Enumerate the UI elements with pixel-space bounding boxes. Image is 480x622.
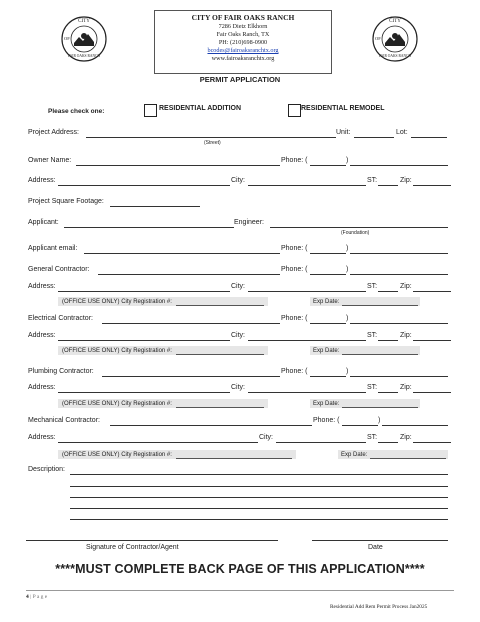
footer-divider	[26, 590, 454, 591]
description-line-4[interactable]	[70, 508, 448, 509]
applicant-label: Applicant:	[28, 219, 59, 226]
mc-office-use-label: (OFFICE USE ONLY) City Registration #:	[62, 452, 172, 458]
mc-address-label: Address:	[28, 434, 56, 441]
residential-addition-label: RESIDENTIAL ADDITION	[159, 105, 242, 112]
city-name: CITY OF FAIR OAKS RANCH	[191, 13, 295, 22]
mc-phone-area[interactable]	[342, 425, 378, 426]
mc-zip-field[interactable]	[413, 442, 451, 443]
owner-city-field[interactable]	[248, 185, 366, 186]
mc-city-field[interactable]	[276, 442, 366, 443]
gc-zip-field[interactable]	[413, 291, 451, 292]
applicant-email-label: Applicant email:	[28, 245, 78, 252]
pc-phone-field[interactable]	[350, 376, 448, 377]
pc-zip-field[interactable]	[413, 392, 451, 393]
city-header-box	[154, 10, 332, 74]
ec-st-label: ST:	[367, 332, 378, 339]
applicant-phone-area[interactable]	[310, 253, 346, 254]
owner-name-field[interactable]	[76, 165, 280, 166]
ec-exp-date-label: Exp Date:	[313, 348, 340, 354]
pc-address-field[interactable]	[58, 392, 230, 393]
square-footage-label: Project Square Footage:	[28, 198, 104, 205]
check-prompt: Please check one:	[48, 108, 105, 115]
pc-zip-label: Zip:	[400, 384, 412, 391]
mc-city-label: City:	[259, 434, 273, 441]
date-field[interactable]	[312, 540, 448, 541]
back-page-notice: ****MUST COMPLETE BACK PAGE OF THIS APPLICATION****	[55, 562, 425, 576]
general-contractor-field[interactable]	[98, 274, 280, 275]
gc-exp-date-label: Exp Date:	[313, 299, 340, 305]
gc-phone-field[interactable]	[350, 274, 448, 275]
ec-exp-date-field[interactable]	[342, 354, 418, 355]
ec-phone-area[interactable]	[310, 323, 346, 324]
foundation-note: (Foundation)	[341, 230, 370, 236]
ec-office-use-label: (OFFICE USE ONLY) City Registration #:	[62, 348, 172, 354]
pc-city-field[interactable]	[248, 392, 366, 393]
gc-city-field[interactable]	[248, 291, 366, 292]
gc-city-label: City:	[231, 283, 245, 290]
project-address-field[interactable]	[86, 137, 336, 138]
owner-phone-label: Phone: (	[281, 157, 308, 164]
seal-text-bottom: FAIR OAKS RANCH	[67, 54, 101, 58]
ec-city-field[interactable]	[248, 340, 366, 341]
ec-city-label: City:	[231, 332, 245, 339]
mc-exp-date-label: Exp Date:	[341, 452, 368, 458]
pc-exp-date-field[interactable]	[342, 407, 418, 408]
gc-registration-field[interactable]	[176, 305, 264, 306]
unit-field[interactable]	[354, 137, 394, 138]
mc-exp-date-field[interactable]	[370, 458, 446, 459]
page-title: PERMIT APPLICATION	[199, 75, 281, 84]
gc-address-label: Address:	[28, 283, 56, 290]
ec-phone-close: )	[346, 315, 349, 322]
seal-text-top: CITY	[78, 19, 90, 24]
mc-registration-field[interactable]	[176, 458, 292, 459]
applicant-phone-field[interactable]	[350, 253, 448, 254]
owner-name-label: Owner Name:	[28, 157, 72, 164]
mc-st-label: ST:	[367, 434, 378, 441]
mc-phone-label: Phone: (	[313, 417, 340, 424]
engineer-label: Engineer:	[234, 219, 264, 226]
square-footage-field[interactable]	[110, 206, 200, 207]
ec-zip-field[interactable]	[413, 340, 451, 341]
electrical-contractor-label: Electrical Contractor:	[28, 315, 93, 322]
description-line-3[interactable]	[70, 497, 448, 498]
city-email-link[interactable]: bcodes@fairoaksranchtx.org	[207, 47, 279, 54]
gc-phone-close: )	[346, 266, 349, 273]
seal-text-of: OF	[375, 36, 381, 41]
ec-phone-field[interactable]	[350, 323, 448, 324]
pc-office-use-label: (OFFICE USE ONLY) City Registration #:	[62, 401, 172, 407]
mc-zip-label: Zip:	[400, 434, 412, 441]
ec-st-field[interactable]	[378, 340, 398, 341]
residential-addition-checkbox[interactable]	[144, 104, 157, 117]
gc-phone-label: Phone: (	[281, 266, 308, 273]
gc-st-field[interactable]	[378, 291, 398, 292]
city-seal-left	[60, 15, 108, 63]
electrical-contractor-field[interactable]	[102, 323, 280, 324]
mc-st-field[interactable]	[378, 442, 398, 443]
owner-zip-label: Zip:	[400, 177, 412, 184]
city-state: Fair Oaks Ranch, TX	[216, 31, 270, 38]
ec-address-label: Address:	[28, 332, 56, 339]
description-line-5[interactable]	[70, 519, 448, 520]
city-website: www.fairoaksranchtx.org	[211, 55, 275, 62]
gc-phone-area[interactable]	[310, 274, 346, 275]
gc-exp-date-field[interactable]	[342, 305, 418, 306]
unit-label: Unit:	[336, 129, 351, 136]
mechanical-contractor-label: Mechanical Contractor:	[28, 417, 100, 424]
ec-zip-label: Zip:	[400, 332, 412, 339]
lot-field[interactable]	[411, 137, 447, 138]
description-line-1[interactable]	[70, 474, 448, 475]
pc-st-field[interactable]	[378, 392, 398, 393]
gc-office-use-label: (OFFICE USE ONLY) City Registration #:	[62, 299, 172, 305]
ec-registration-field[interactable]	[176, 354, 264, 355]
pc-phone-label: Phone: (	[281, 368, 308, 375]
gc-address-field[interactable]	[58, 291, 230, 292]
mc-address-field[interactable]	[58, 442, 258, 443]
gc-st-label: ST:	[367, 283, 378, 290]
applicant-phone-label: Phone: (	[281, 245, 308, 252]
street-note: (Street)	[204, 140, 221, 146]
applicant-email-field[interactable]	[84, 253, 280, 254]
seal-text-top: CITY	[389, 19, 401, 24]
owner-phone-area[interactable]	[310, 165, 346, 166]
owner-zip-field[interactable]	[413, 185, 451, 186]
gc-zip-label: Zip:	[400, 283, 412, 290]
owner-st-field[interactable]	[378, 185, 398, 186]
plumbing-contractor-field[interactable]	[102, 376, 280, 377]
lot-label: Lot:	[396, 129, 408, 136]
pc-city-label: City:	[231, 384, 245, 391]
footer-page-number: 4 | P a g e	[26, 594, 48, 600]
applicant-field[interactable]	[64, 227, 234, 228]
mechanical-contractor-field[interactable]	[110, 425, 312, 426]
city-street: 7286 Dietz Elkhorn	[218, 23, 268, 30]
seal-text-bottom: FAIR OAKS RANCH	[378, 54, 412, 58]
seal-text-of: OF	[64, 36, 70, 41]
date-label: Date	[368, 544, 383, 551]
owner-phone-close: )	[346, 157, 349, 164]
page-number: 4	[26, 594, 29, 600]
general-contractor-label: General Contractor:	[28, 266, 90, 273]
owner-address-label: Address:	[28, 177, 56, 184]
mc-phone-close: )	[378, 417, 381, 424]
city-phone: PH: (210)698-0900	[218, 39, 268, 46]
owner-st-label: ST:	[367, 177, 378, 184]
ec-phone-label: Phone: (	[281, 315, 308, 322]
pc-phone-close: )	[346, 368, 349, 375]
owner-city-label: City:	[231, 177, 245, 184]
owner-phone-field[interactable]	[350, 165, 448, 166]
pc-phone-area[interactable]	[310, 376, 346, 377]
city-seal-right	[371, 15, 419, 63]
description-line-2[interactable]	[70, 486, 448, 487]
signature-field[interactable]	[26, 540, 278, 541]
description-label: Description:	[28, 466, 65, 473]
footer-doc-name: Residential Add Rem Permit Process Jan2025	[330, 604, 428, 610]
residential-remodel-label: RESIDENTIAL REMODEL	[301, 105, 385, 112]
engineer-field[interactable]	[270, 227, 448, 228]
residential-remodel-checkbox[interactable]	[288, 104, 301, 117]
page-word: P a g e	[32, 594, 48, 600]
pc-exp-date-label: Exp Date:	[313, 401, 340, 407]
pc-registration-field[interactable]	[176, 407, 264, 408]
owner-address-field[interactable]	[58, 185, 230, 186]
ec-address-field[interactable]	[58, 340, 230, 341]
project-address-label: Project Address:	[28, 129, 79, 136]
mc-phone-field[interactable]	[382, 425, 448, 426]
plumbing-contractor-label: Plumbing Contractor:	[28, 368, 94, 375]
pc-address-label: Address:	[28, 384, 56, 391]
applicant-phone-close: )	[346, 245, 349, 252]
signature-label: Signature of Contractor/Agent	[86, 544, 179, 551]
pc-st-label: ST:	[367, 384, 378, 391]
